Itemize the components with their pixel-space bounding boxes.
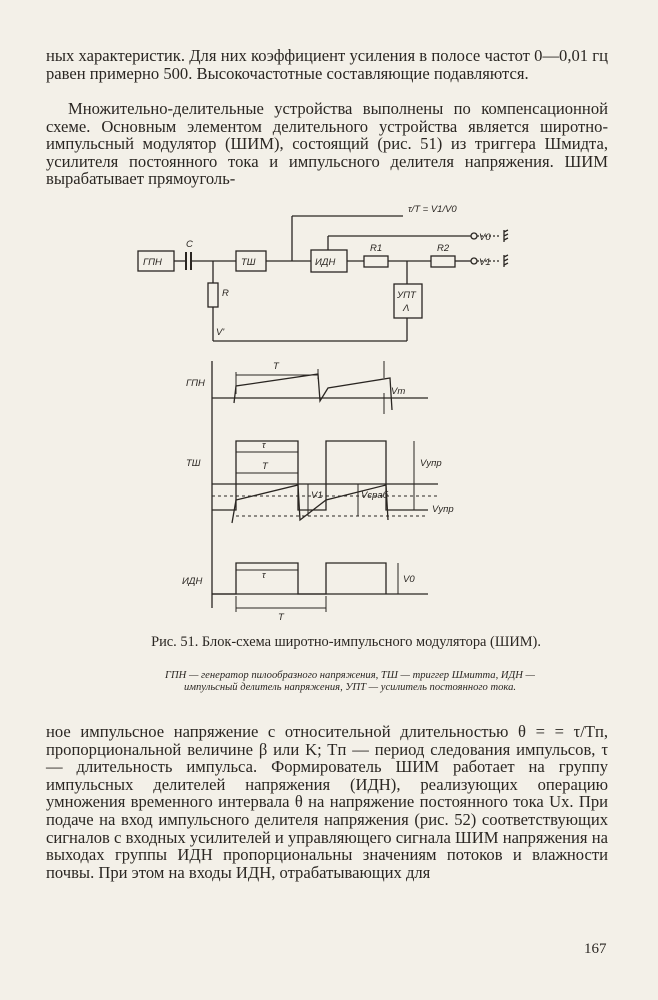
idn-label: ИДН: [315, 257, 336, 268]
v0-label: V0: [479, 232, 491, 243]
r-resistor: [208, 283, 218, 307]
c-label: C: [186, 239, 193, 250]
gpn-label: ГПН: [143, 257, 162, 268]
v1-label: V1: [479, 257, 491, 268]
vm-label: Vm: [391, 386, 406, 397]
paragraph-2: Множительно-делительные устройства выполнены по компенсационной схеме. Основным элементом делительного устройства является широтно-импульсный модулятор (ШИМ), состоящий (рис. 51) из триггера Шмидта, усилителя постоянного тока и импульсного делителя напряжения. ШИМ вырабатывает прямоуголь-: [46, 99, 608, 189]
figure-caption: Рис. 51. Блок-схема широтно-импульсного модулятора (ШИМ).: [151, 634, 541, 650]
ratio-label: τ/T = V1/V0: [408, 204, 457, 215]
r1-resistor: [364, 256, 388, 267]
idn-square: [212, 563, 386, 594]
idn-period-label: T: [278, 612, 284, 623]
paragraph-1: ных характеристик. Для них коэффициент усиления в полосе частот 0—0,01 гц равен примерно 500. Высокочастотные составляющие подавляются.: [46, 46, 608, 83]
page-number: 167: [584, 941, 607, 957]
vupr-low-label: Vупр: [432, 504, 454, 515]
upt-label: УПТ: [397, 290, 416, 301]
idn-tau-label: τ: [262, 570, 266, 581]
row-tsh-label: ТШ: [186, 458, 201, 469]
gpn-sawtooth: [234, 374, 392, 410]
figure-legend: ГПН — генератор пилообразного напряжения, ТШ — триггер Шмитта, ИДН — импульсный делитель напряжения, УПТ — усилитель постоянного тока.: [165, 670, 535, 693]
vsrab-label: Vсраб: [361, 490, 388, 501]
r2-label: R2: [437, 243, 450, 254]
v1-timing-label: V1: [311, 490, 323, 501]
v-prime-label: V': [216, 327, 225, 338]
r1-label: R1: [370, 243, 383, 254]
paragraph-3: ное импульсное напряжение с относительной длительностью θ = = τ/Tп, пропорциональной величине β или K; Tп — период следования импульсов, τ — длительность импульса. Формирователь ШИМ работает на группу импульсных делителей напряжения (ИДН), реализующих операцию умножения временного интервала θ на напряжение постоянного тока Ux. При подаче на вход импульсного делителя напряжения (рис. 52) соответствующих сигналов с входных усилителей и управляющего сигнала ШИМ напряжения на выходах группы ИДН пропорциональны значениям потоков и влажности почвы. При этом на входы ИДН, отрабатывающих для: [46, 722, 608, 882]
vupr-label: Vупр: [420, 458, 442, 469]
upt-symbol: Λ: [403, 303, 410, 314]
period-label: T: [273, 361, 279, 372]
row-gpn-label: ГПН: [186, 378, 205, 389]
r2-resistor: [431, 256, 455, 267]
tsh-label: ТШ: [241, 257, 256, 268]
r-label: R: [222, 288, 229, 299]
tau-label: τ: [262, 440, 266, 451]
row-idn-label: ИДН: [182, 576, 203, 587]
tsh-period-label: T: [262, 461, 268, 472]
v0-timing-label: V0: [403, 574, 415, 585]
figure-51: [128, 198, 528, 628]
